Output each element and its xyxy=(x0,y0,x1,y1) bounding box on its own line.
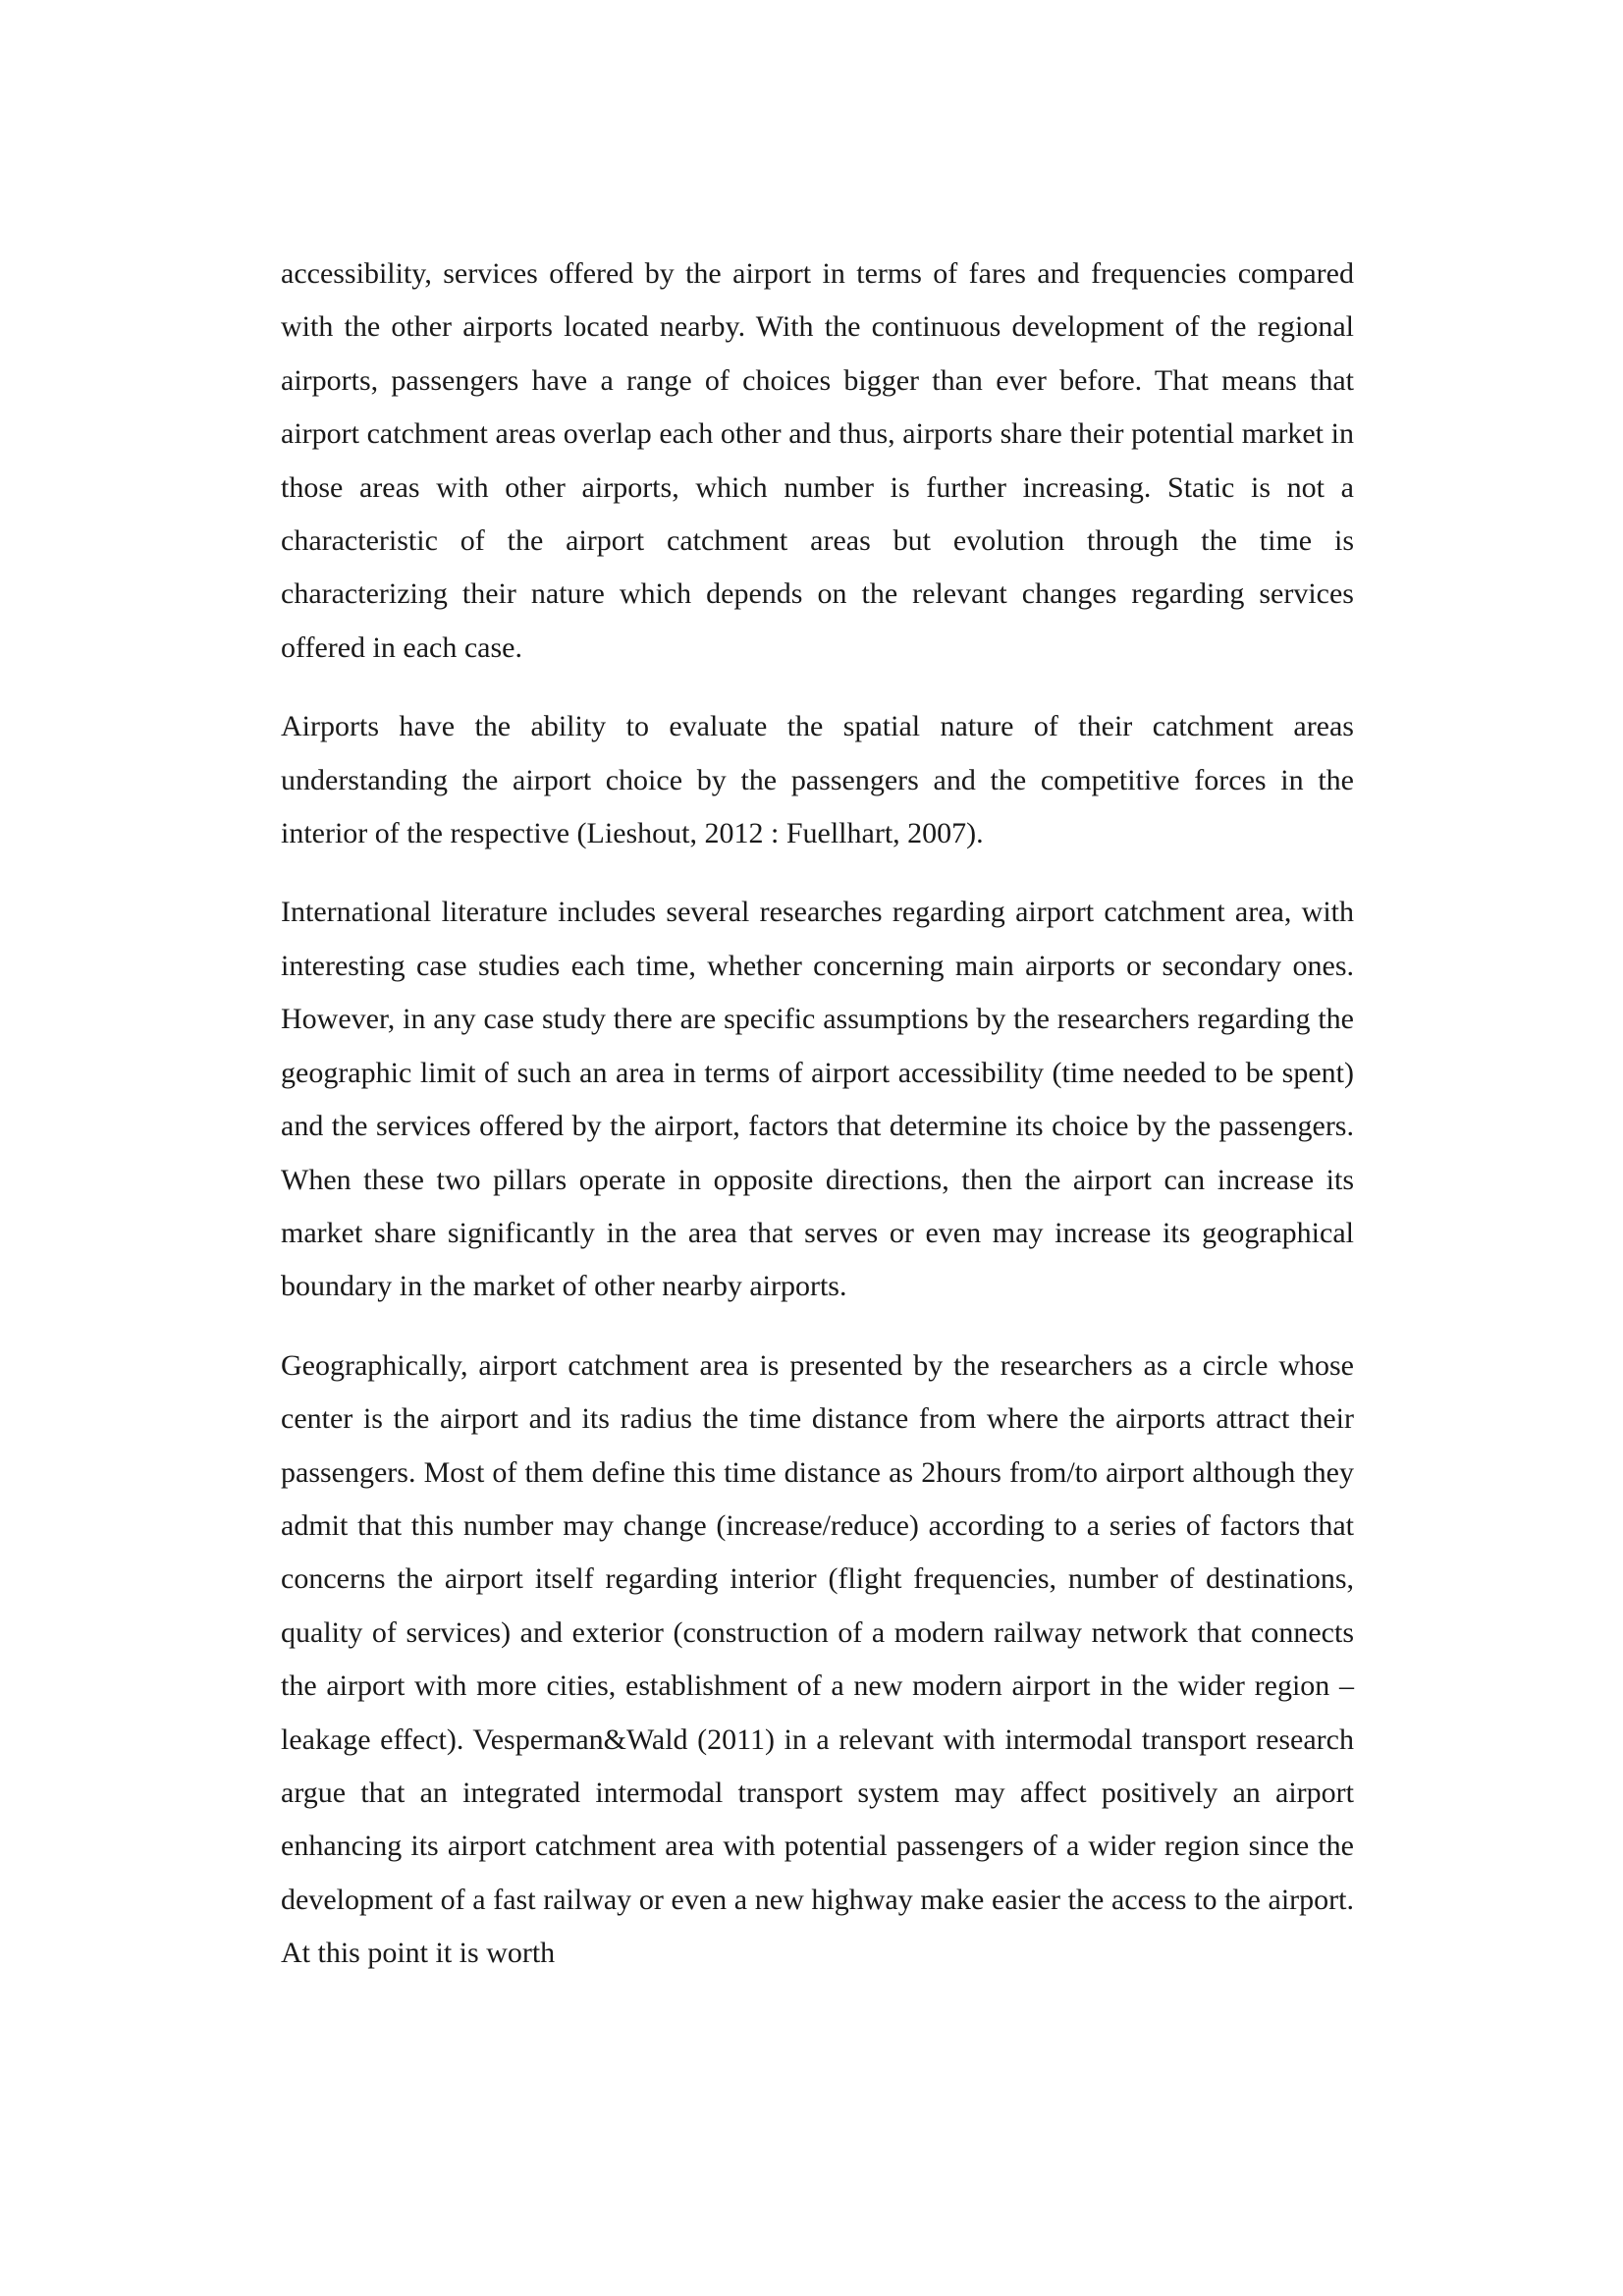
paragraph-3: International literature includes several researches regarding airport catchment area, with interesting case studies each time, whether concerning main airports or secondary ones. However, in any case study there are specific assumptions by the researchers regarding the geographic limit of such an area in terms of airport accessibility (time needed to be spent) and the services offered by the airport, factors that determine its choice by the passengers. When these two pillars operate in opposite directions, then the airport can increase its market share significantly in the area that serves or even may increase its geographical boundary in the market of other nearby airports. xyxy=(281,896,1354,1303)
paragraph-2: Airports have the ability to evaluate the spatial nature of their catchment areas understanding the airport choice by the passengers and the competitive forces in the interior of the respective (Lieshout, 2012 : Fuellhart, 2007). xyxy=(281,710,1354,850)
paragraph-1: accessibility, services offered by the airport in terms of fares and frequencies compared with the other airports located nearby. With the continuous development of the regional airports, passengers have a range of choices bigger than ever before. That means that airport catchment areas overlap each other and thus, airports share their potential market in those areas with other airports, which number is further increasing. Static is not a characteristic of the airport catchment areas but evolution through the time is characterizing their nature which depends on the relevant changes regarding services offered in each case. xyxy=(281,257,1354,664)
body-text xyxy=(281,247,1354,1981)
paragraph-4: Geographically, airport catchment area is presented by the researchers as a circle whose center is the airport and its radius the time distance from where the airports attract their passengers. Most of them define this time distance as 2hours from/to airport although they admit that this number may change (increase/reduce) according to a series of factors that concerns the airport itself regarding interior (flight frequencies, number of destinations, quality of services) and exterior (construction of a modern railway network that connects the airport with more cities, establishment of a new modern airport in the wider region – leakage effect). Vesperman&Wald (2011) in a relevant with intermodal transport research argue that an integrated intermodal transport system may affect positively an airport enhancing its airport catchment area with potential passengers of a wider region since the development of a fast railway or even a new highway make easier the access to the airport. At this point it is worth xyxy=(281,1348,1354,1970)
